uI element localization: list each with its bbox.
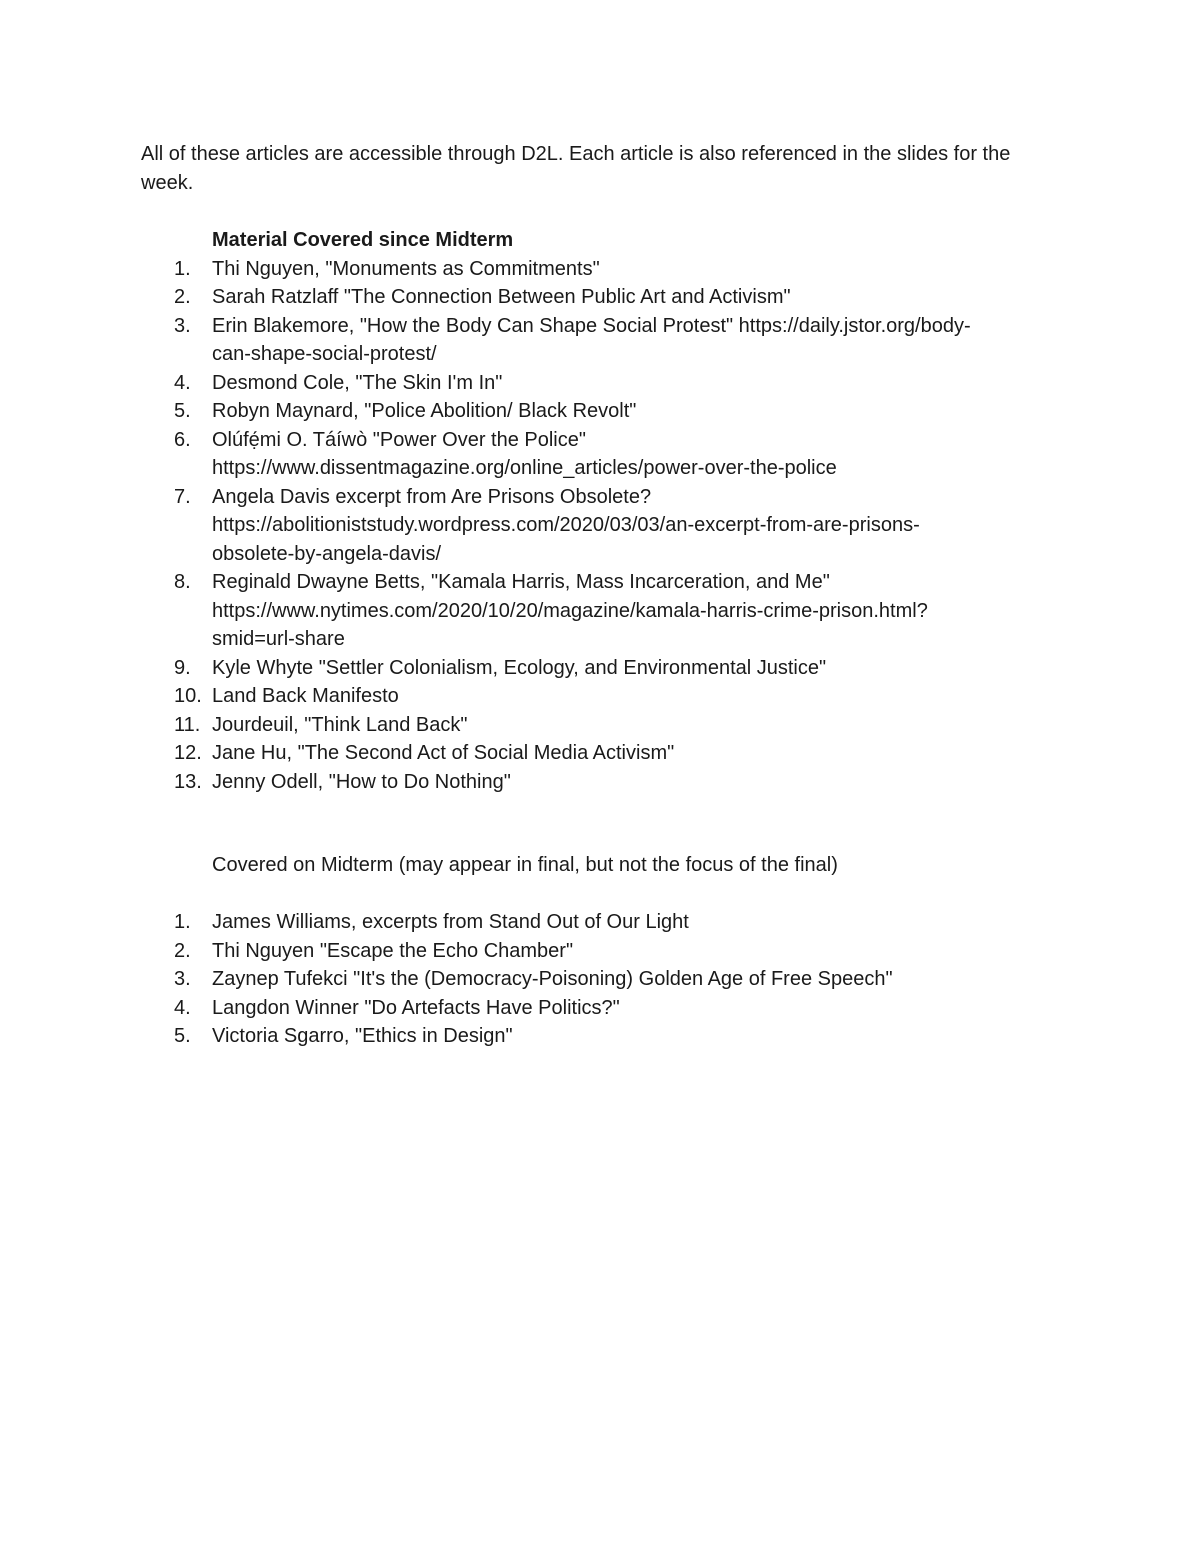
list-item-number-text: 7. — [174, 485, 191, 508]
list-item — [141, 908, 1061, 937]
list-item-number-text: 6. — [174, 428, 191, 451]
list-item-text — [212, 283, 1061, 312]
list-item-text — [212, 768, 1061, 797]
list-item — [141, 369, 1061, 398]
list-item-number-text: 2. — [174, 939, 191, 962]
list-item-number-text: 4. — [174, 996, 191, 1019]
list-item-number — [141, 255, 212, 284]
list-item-text — [212, 654, 1061, 683]
list-item-number-text: 10. — [174, 685, 202, 707]
list-item — [141, 965, 1061, 994]
spacer — [141, 880, 1061, 909]
list-item-line: Sarah Ratzlaff "The Connection Between Public Art and Activism" — [212, 286, 791, 308]
list-item-number — [141, 654, 212, 683]
list-item-line: Jane Hu, "The Second Act of Social Media Activism" — [212, 742, 675, 764]
list-item-text — [212, 994, 1061, 1023]
list-item-number — [141, 369, 212, 398]
list-item-line: can-shape-social-protest/ — [212, 343, 437, 365]
list-item-number — [141, 426, 212, 455]
reading-list-midterm — [141, 908, 1061, 1051]
list-item-text — [212, 711, 1061, 740]
list-item — [141, 312, 1061, 369]
list-item-number — [141, 397, 212, 426]
list-item — [141, 739, 1061, 768]
list-item-text — [212, 568, 1061, 654]
list-item-number — [141, 483, 212, 512]
list-item-line: Thi Nguyen, "Monuments as Commitments" — [212, 257, 600, 280]
list-item — [141, 654, 1061, 683]
list-item-text — [212, 426, 1061, 483]
list-item-number-text: 9. — [174, 656, 191, 679]
section-midterm — [141, 851, 1061, 1051]
section-heading-midterm: Covered on Midterm (may appear in final, but not the focus of the final) — [212, 854, 838, 876]
list-item-text — [212, 937, 1061, 966]
list-item — [141, 426, 1061, 483]
list-item-number — [141, 965, 212, 994]
list-item-number-text: 4. — [174, 371, 191, 394]
list-item-text — [212, 312, 1061, 369]
list-item-line: obsolete-by-angela-davis/ — [212, 542, 442, 565]
list-item-number — [141, 739, 212, 768]
list-item-text — [212, 255, 1061, 284]
list-item-line: Jourdeuil, "Think Land Back" — [212, 713, 468, 736]
list-item — [141, 255, 1061, 284]
list-item-number — [141, 682, 212, 711]
list-item-number-text: 5. — [174, 400, 191, 422]
list-item — [141, 568, 1061, 654]
list-item-line: Langdon Winner "Do Artefacts Have Politics?" — [212, 996, 620, 1019]
intro-paragraph: All of these articles are accessible through D2L. Each article is also referenced in the slides for the week. — [141, 143, 1011, 194]
list-item-number — [141, 312, 212, 341]
list-item — [141, 1022, 1061, 1051]
list-item-number — [141, 937, 212, 966]
list-item-line: James Williams, excerpts from Stand Out of Our Light — [212, 911, 689, 933]
list-item — [141, 397, 1061, 426]
list-item-number-text: 8. — [174, 571, 191, 593]
list-item-number — [141, 1022, 212, 1051]
list-item — [141, 937, 1061, 966]
list-item — [141, 768, 1061, 797]
list-item-line: Reginald Dwayne Betts, "Kamala Harris, Mass Incarceration, and Me" — [212, 571, 830, 593]
list-item-line: Thi Nguyen "Escape the Echo Chamber" — [212, 939, 574, 962]
list-item-line: Victoria Sgarro, "Ethics in Design" — [212, 1025, 513, 1047]
list-item-number-text: 3. — [174, 968, 191, 990]
list-item — [141, 994, 1061, 1023]
list-item-line: Land Back Manifesto — [212, 685, 399, 707]
list-item — [141, 682, 1061, 711]
list-item-number — [141, 994, 212, 1023]
list-item-line: https://www.nytimes.com/2020/10/20/magazine/kamala-harris-crime-prison.html? — [212, 599, 928, 622]
list-item-line: Robyn Maynard, "Police Abolition/ Black Revolt" — [212, 400, 637, 422]
list-item-line: Zaynep Tufekci "It's the (Democracy-Poisoning) Golden Age of Free Speech" — [212, 968, 893, 990]
list-item — [141, 283, 1061, 312]
list-item-line: Desmond Cole, "The Skin I'm In" — [212, 371, 503, 394]
list-item-text — [212, 682, 1061, 711]
list-item-number-text: 1. — [174, 257, 191, 280]
list-item-text — [212, 965, 1061, 994]
list-item-text — [212, 908, 1061, 937]
list-item-text — [212, 397, 1061, 426]
list-item-line: Jenny Odell, "How to Do Nothing" — [212, 770, 511, 793]
list-item-number-text: 3. — [174, 314, 191, 337]
list-item-number — [141, 768, 212, 797]
list-item-line: Angela Davis excerpt from Are Prisons Obsolete? — [212, 485, 652, 508]
list-item-text — [212, 739, 1061, 768]
list-item-line: smid=url-share — [212, 628, 345, 650]
list-item-number — [141, 711, 212, 740]
list-item-number — [141, 283, 212, 312]
section-heading-since-midterm: Material Covered since Midterm — [212, 229, 514, 251]
list-item-line: Olúfẹ́mi O. Táíwò "Power Over the Police" — [212, 428, 586, 451]
list-item-line: Kyle Whyte "Settler Colonialism, Ecology, and Environmental Justice" — [212, 656, 827, 679]
list-item-line: https://www.dissentmagazine.org/online_articles/power-over-the-police — [212, 457, 837, 479]
list-item — [141, 483, 1061, 569]
list-item-number — [141, 908, 212, 937]
list-item-line: Erin Blakemore, "How the Body Can Shape Social Protest" https://daily.jstor.org/body- — [212, 314, 971, 337]
list-item-number-text: 12. — [174, 742, 202, 764]
list-item-number-text: 5. — [174, 1025, 191, 1047]
list-item-text — [212, 369, 1061, 398]
list-item-line: https://abolitioniststudy.wordpress.com/2020/03/03/an-excerpt-from-are-prisons- — [212, 514, 920, 536]
list-item-number-text: 1. — [174, 911, 191, 933]
list-item-text — [212, 1022, 1061, 1051]
list-item-number — [141, 568, 212, 597]
list-item-text — [212, 483, 1061, 569]
list-item — [141, 711, 1061, 740]
list-item-number-text: 11. — [174, 713, 201, 736]
section-since-midterm — [141, 226, 1061, 796]
list-item-number-text: 13. — [174, 770, 202, 793]
list-item-number-text: 2. — [174, 286, 191, 308]
reading-list-since-midterm — [141, 255, 1061, 797]
